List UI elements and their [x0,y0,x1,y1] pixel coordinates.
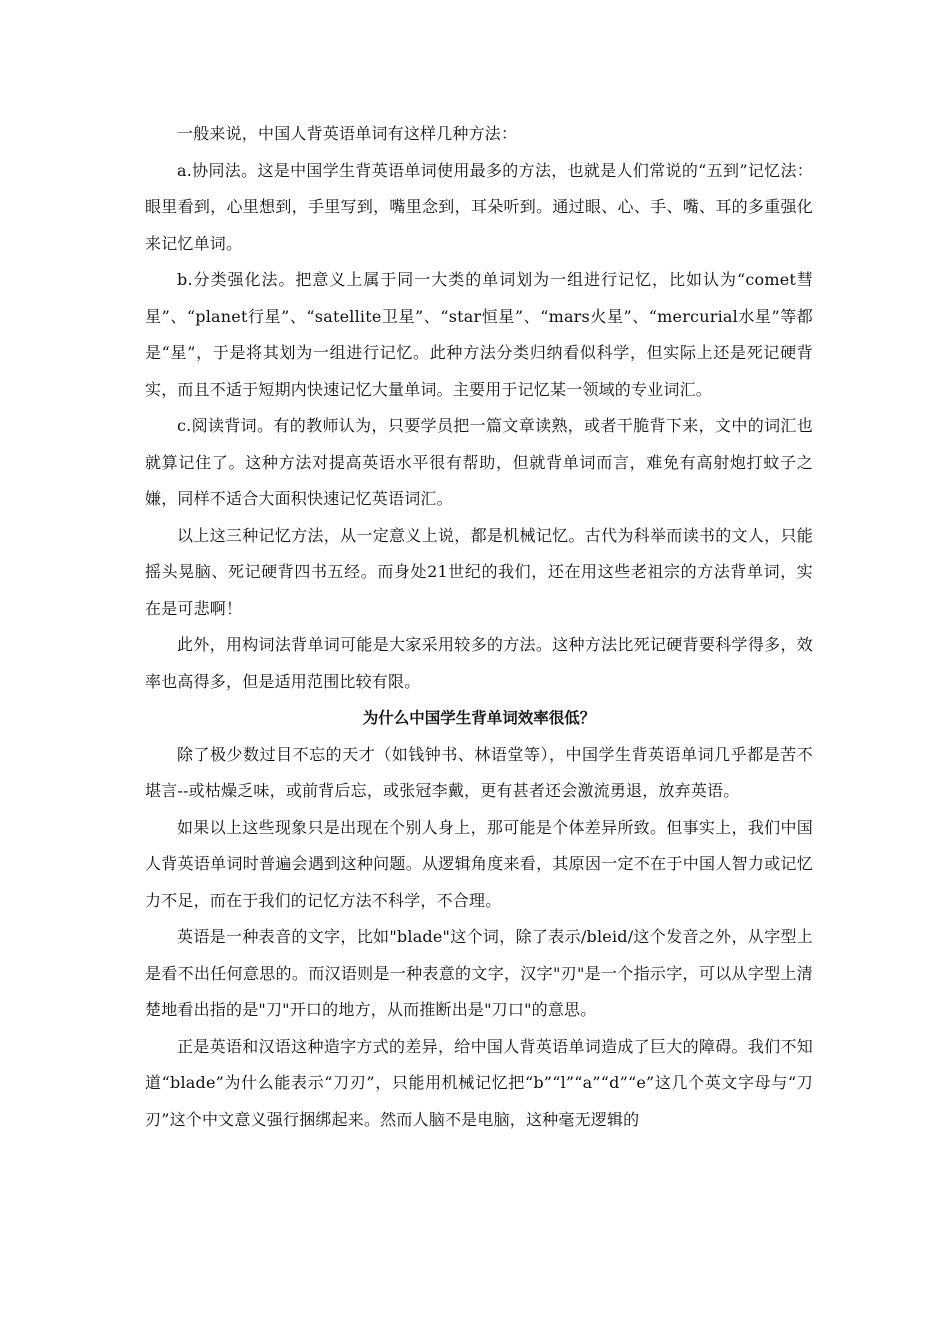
word-formation-paragraph: 此外，用构词法背单词可能是大家采用较多的方法。这种方法比死记硬背要科学得多，效率也高得多，但是适用范围比较有限。 [145,635,813,691]
method-a-paragraph: a.协同法。这是中国学生背英语单词使用最多的方法，也就是人们常说的“五到”记忆法：眼里看到，心里想到，手里写到，嘴里念到，耳朵听到。通过眼、心、手、嘴、耳的多重强化来记忆单词。 [145,160,813,253]
summary-paragraph: 以上这三种记忆方法，从一定意义上说，都是机械记忆。古代为科举而读书的文人，只能摇头晃脑、死记硬背四书五经。而身处21世纪的我们，还在用这些老祖宗的方法背单词，实在是可悲啊！ [145,525,813,618]
document-body [145,116,813,1138]
genius-paragraph: 除了极少数过目不忘的天才（如钱钟书、林语堂等），中国学生背英语单词几乎都是苦不堪言--或枯燥乏味，或前背后忘，或张冠李戴，更有甚者还会激流勇退，放弃英语。 [145,744,813,800]
section-heading: 为什么中国学生背单词效率很低？ [362,709,596,727]
difference-paragraph: 正是英语和汉语这种造字方式的差异，给中国人背英语单词造成了巨大的障碍。我们不知道“blade”为什么能表示“刀刃”，只能用机械记忆把“b”“l”“a”“d”“e”这几个英文字母与“刀刃”这个中文意义强行捆绑起来。然而人脑不是电脑，这种毫无逻辑的 [145,1036,813,1129]
intro-paragraph: 一般来说，中国人背英语单词有这样几种方法： [177,124,518,143]
blade-paragraph: 英语是一种表音的文字，比如"blade"这个词，除了表示/bleid/这个发音之外，从字型上是看不出任何意思的。而汉语则是一种表意的文字，汉字"刃"是一个指示字，可以从字型上清楚地看出指的是"刀"开口的地方，从而推断出是"刀口"的意思。 [145,927,813,1019]
method-b-paragraph: b.分类强化法。把意义上属于同一大类的单词划为一组进行记忆，比如认为“comet彗星”、“planet行星”、“satellite卫星”、“star恒星”、“mars火星”、“mercurial水星”等都是“星”，于是将其划为一组进行记忆。此种方法分类归纳看似科学，但实际上还是死记硬背实，而且不适于短期内快速记忆大量单词。主要用于记忆某一领域的专业词汇。 [145,270,813,399]
reason-paragraph: 如果以上这些现象只是出现在个别人身上，那可能是个体差异所致。但事实上，我们中国人背英语单词时普遍会遇到这种问题。从逻辑角度来看，其原因一定不在于中国人智力或记忆力不足，而在于我们的记忆方法不科学，不合理。 [145,817,813,910]
method-c-paragraph: c.阅读背词。有的教师认为，只要学员把一篇文章读熟，或者干脆背下来，文中的词汇也就算记住了。这种方法对提高英语水平很有帮助，但就背单词而言，难免有高射炮打蚊子之嫌，同样不适合大面积快速记忆英语词汇。 [145,416,813,508]
